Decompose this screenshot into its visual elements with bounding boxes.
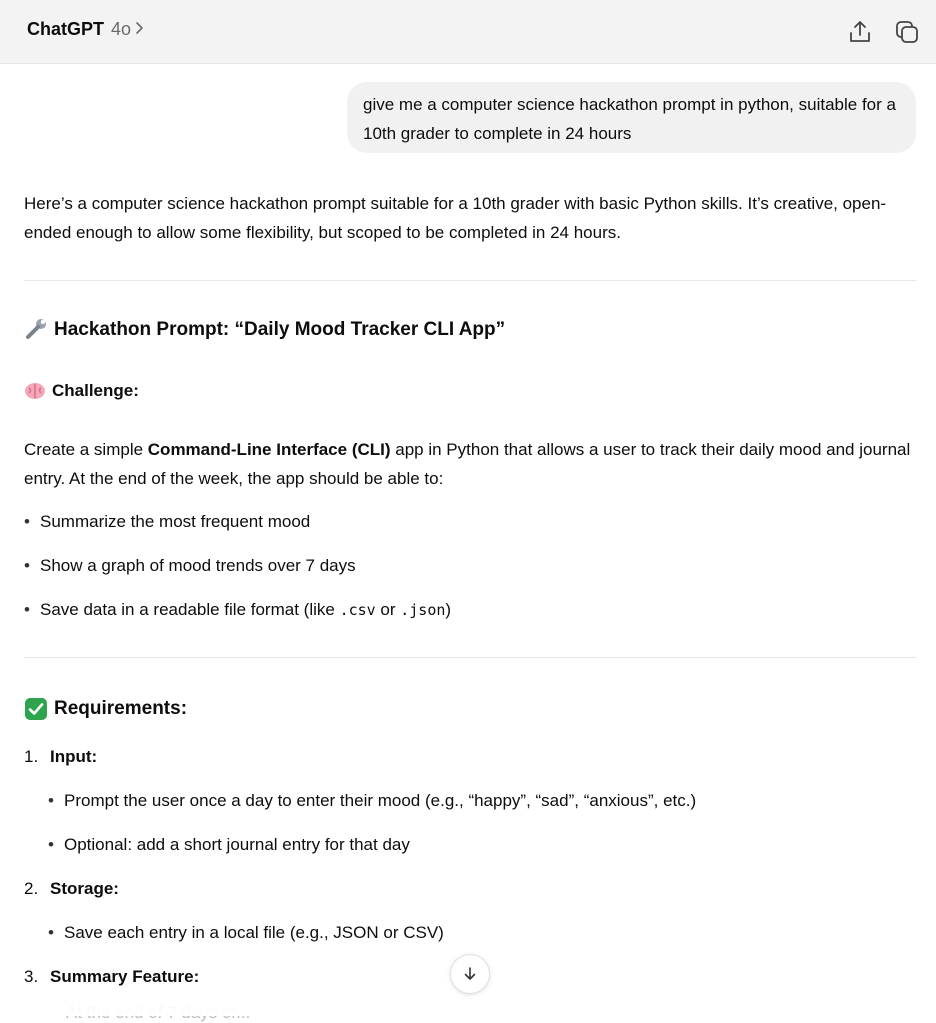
model-name: 4o bbox=[111, 19, 132, 39]
challenge-heading bbox=[24, 380, 139, 402]
divider bbox=[24, 280, 916, 281]
new-chat-icon[interactable] bbox=[893, 18, 921, 46]
bullet-text: Prompt the user once a day to enter their mood (e.g., “happy”, “sad”, “anxious”, etc.) bbox=[64, 791, 697, 810]
item-title: Summary Feature: bbox=[50, 967, 200, 986]
list-item bbox=[24, 507, 310, 536]
list-item bbox=[48, 830, 410, 859]
bullet-text: Summarize the most frequent mood bbox=[40, 512, 311, 531]
prompt-title-text: Hackathon Prompt: “Daily Mood Tracker CLI App” bbox=[54, 319, 506, 340]
bullet-dot: • bbox=[24, 556, 30, 575]
challenge-text-bold: Command-Line Interface (CLI) bbox=[147, 440, 391, 459]
inline-code: .csv bbox=[339, 601, 376, 619]
bullet-text-part: ) bbox=[445, 600, 452, 619]
bottom-fade bbox=[0, 996, 936, 1016]
bullet-text: Save each entry in a local file (e.g., JSON or CSV) bbox=[64, 923, 444, 942]
divider bbox=[24, 657, 916, 658]
numbered-item bbox=[24, 962, 199, 991]
challenge-paragraph bbox=[24, 435, 924, 493]
item-number: 3. bbox=[24, 967, 39, 986]
check-mark-icon bbox=[24, 697, 48, 721]
list-item bbox=[48, 918, 444, 947]
challenge-text-post: app in Python that allows a user to track their daily mood and journal entry. At the end of the week, the app should be able to: bbox=[24, 440, 911, 488]
item-number: 2. bbox=[24, 879, 39, 898]
item-number: 1. bbox=[24, 747, 39, 766]
share-upload-icon[interactable] bbox=[846, 18, 874, 46]
app-title: ChatGPT bbox=[27, 19, 105, 39]
model-selector[interactable] bbox=[27, 19, 146, 40]
inline-code: .json bbox=[400, 601, 446, 619]
list-item bbox=[24, 595, 451, 625]
assistant-intro: Here’s a computer science hackathon prompt suitable for a 10th grader with basic Python skills. It’s creative, open-ended enough to allow some flexibility, but scoped to be completed in 24 hours. bbox=[24, 194, 887, 242]
top-bar bbox=[0, 0, 936, 64]
requirements-heading bbox=[24, 697, 187, 721]
prompt-title bbox=[24, 318, 505, 342]
item-title: Input: bbox=[50, 747, 98, 766]
arrow-down-icon bbox=[462, 966, 478, 982]
bullet-dot: • bbox=[48, 923, 54, 942]
challenge-heading-text: Challenge: bbox=[52, 381, 139, 400]
bullet-dot: • bbox=[48, 835, 54, 854]
list-item bbox=[48, 786, 696, 815]
bullet-text-part: or bbox=[375, 600, 401, 619]
bullet-dot: • bbox=[24, 600, 30, 619]
numbered-item bbox=[24, 742, 97, 771]
requirements-heading-text: Requirements: bbox=[54, 698, 188, 719]
numbered-item bbox=[24, 874, 119, 903]
scroll-to-bottom-button[interactable] bbox=[450, 954, 490, 994]
list-item bbox=[24, 551, 356, 580]
bullet-dot: • bbox=[48, 791, 54, 810]
bullet-text: Show a graph of mood trends over 7 days bbox=[40, 556, 356, 575]
wrench-icon bbox=[24, 318, 48, 342]
challenge-text-pre: Create a simple bbox=[24, 440, 148, 459]
bullet-text: Optional: add a short journal entry for that day bbox=[64, 835, 410, 854]
brain-icon bbox=[24, 380, 46, 402]
chevron-right-icon bbox=[134, 21, 146, 35]
bullet-text bbox=[40, 595, 451, 625]
item-title: Storage: bbox=[50, 879, 119, 898]
bullet-text-part: Save data in a readable file format (like bbox=[40, 600, 340, 619]
user-message-bubble: give me a computer science hackathon prompt in python, suitable for a 10th grader to complete in 24 hours bbox=[347, 82, 916, 153]
bullet-dot: • bbox=[24, 512, 30, 531]
